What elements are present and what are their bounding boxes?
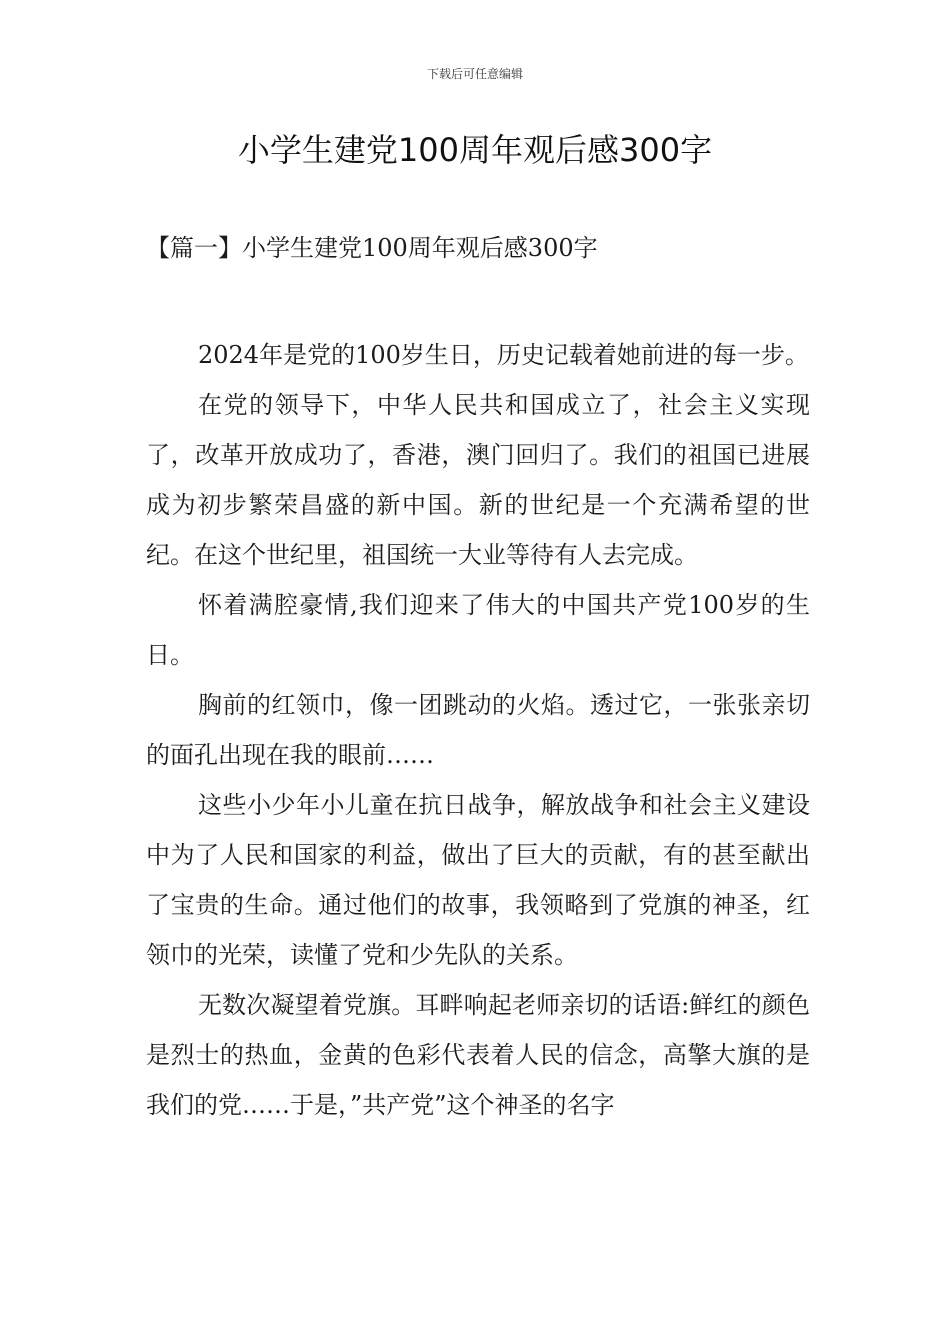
header-note: 下载后可任意编辑 [426,67,523,81]
paragraph: 胸前的红领巾，像一团跳动的火焰。透过它，一张张亲切的面孔出现在我的眼前…… [146,691,810,769]
paragraph: 这些小少年小儿童在抗日战争，解放战争和社会主义建设中为了人民和国家的利益，做出了巨大的贡献，有的甚至献出了宝贵的生命。通过他们的故事，我领略到了党旗的神圣，红领巾的光荣，读懂了党和少先队的关系。 [146,791,810,969]
paragraph: 无数次凝望着党旗。耳畔响起老师亲切的话语:鲜红的颜色是烈士的热血，金黄的色彩代表着人民的信念，高擎大旗的是我们的党……于是，”共产党”这个神圣的名字 [146,991,810,1119]
section-heading: 【篇一】小学生建党100周年观后感300字 [146,234,598,262]
paragraph: 怀着满腔豪情,我们迎来了伟大的中国共产党100岁的生日。 [146,591,810,669]
document-title: 小学生建党100周年观后感300字 [237,131,713,169]
document-body [146,330,810,1130]
paragraph: 2024年是党的100岁生日，历史记载着她前进的每一步。 [198,341,809,369]
paragraph: 在党的领导下，中华人民共和国成立了，社会主义实现了，改革开放成功了，香港，澳门回归了。我们的祖国已进展成为初步繁荣昌盛的新中国。新的世纪是一个充满希望的世纪。在这个世纪里，祖国统一大业等待有人去完成。 [146,391,810,569]
